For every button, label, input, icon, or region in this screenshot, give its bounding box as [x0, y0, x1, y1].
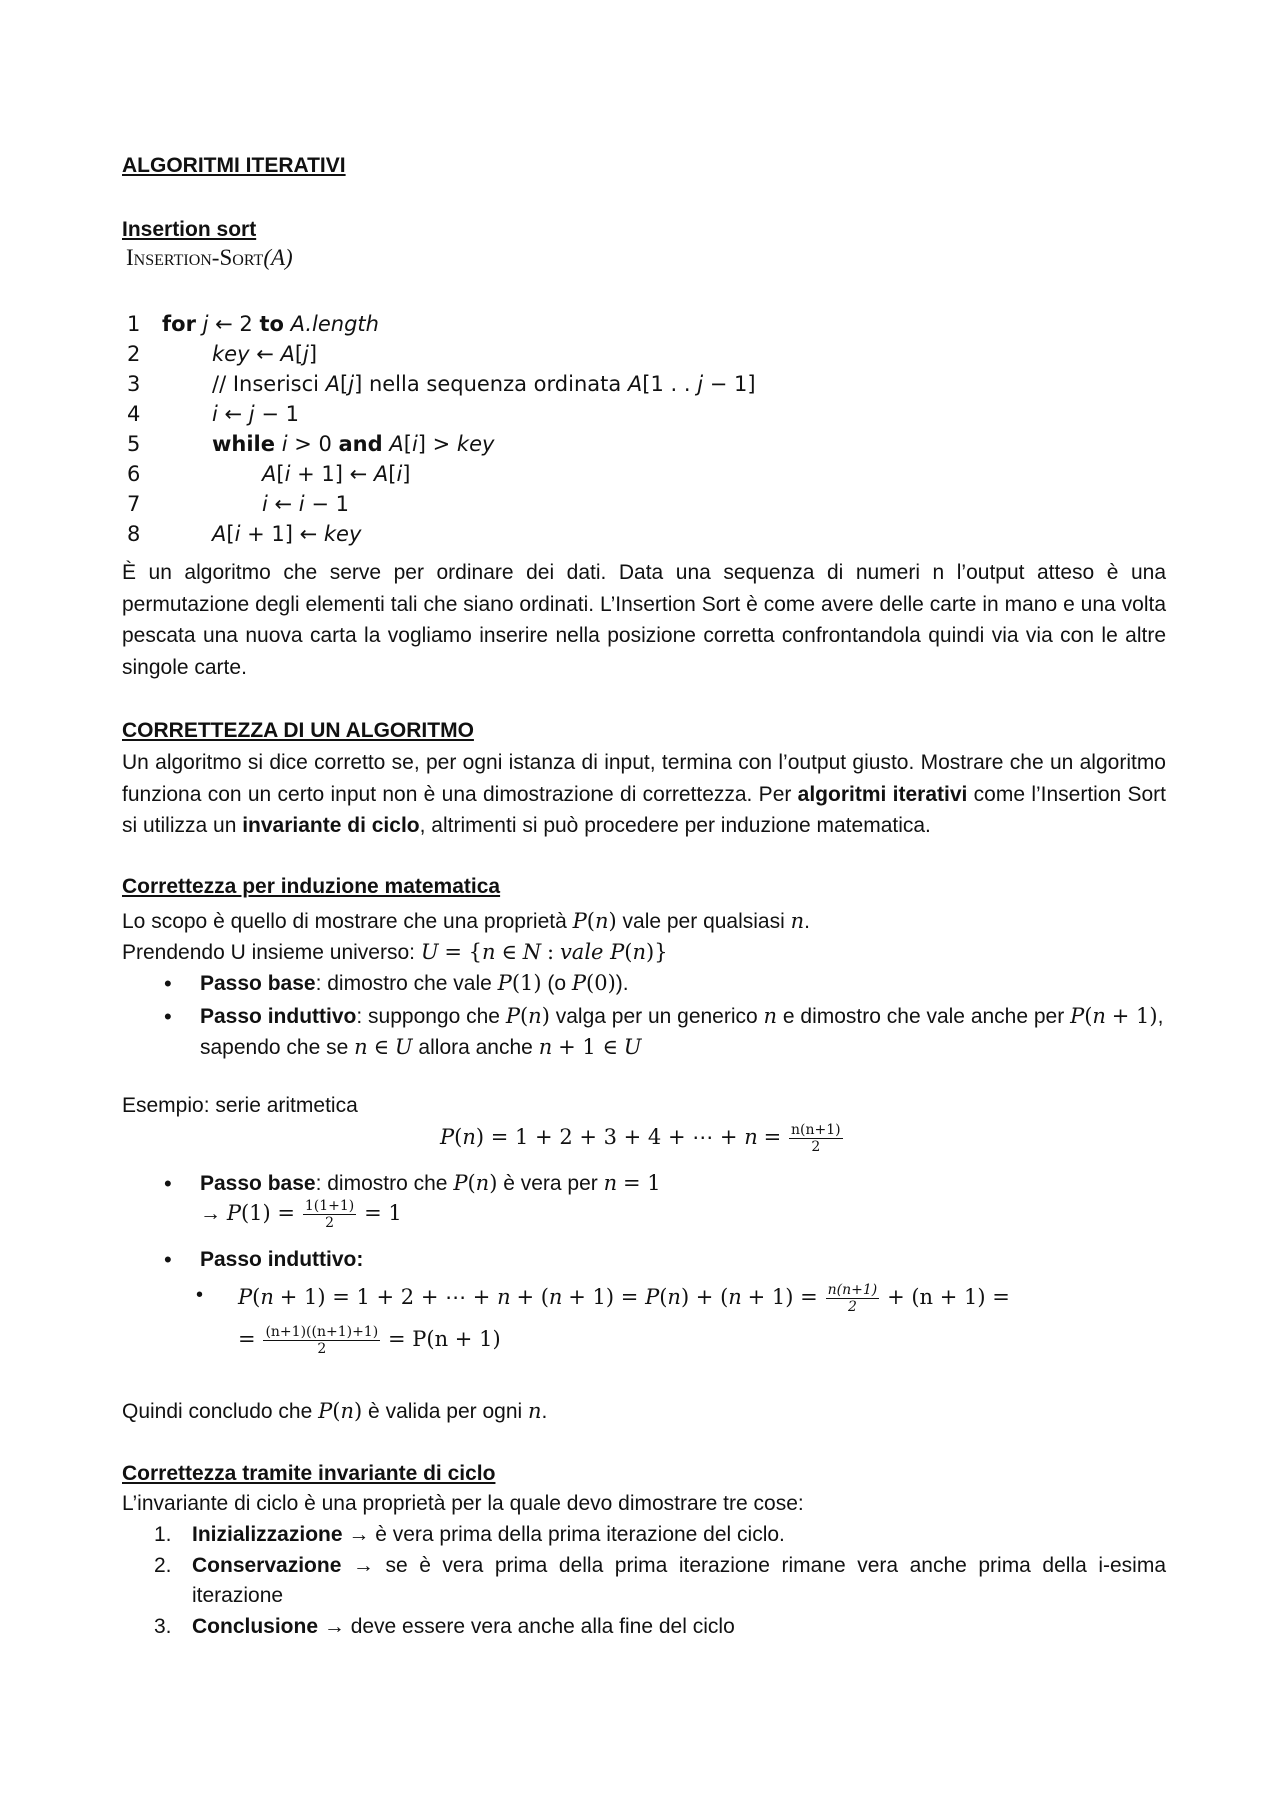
correttezza-heading: CORRETTEZZA DI UN ALGORITMO [122, 719, 474, 742]
invariante-list [122, 1520, 1166, 1642]
procedure-arg: (A) [263, 245, 293, 270]
code-line: 3 // Inserisci A[j] nella sequenza ordinata A[1 . . j − 1] [127, 372, 756, 396]
esempio-passo-base: • Passo base: dimostro che P(n) è vera per n = 1 [122, 1168, 1166, 1199]
conclusione-induzione: Quindi concludo che P(n) è valida per ogni n. [122, 1399, 548, 1423]
insertion-description: È un algoritmo che serve per ordinare dei dati. Data una sequenza di numeri n l’output atteso è una permutazione degli elementi tali che siano ordinati. L’Insertion Sort è come avere delle carte in mano e una volta pescata una nuova carta la vogliamo inserire nella posizione corretta confrontandola quindi via via con le altre singole carte. [122, 561, 1166, 679]
code-line: 1 for j ← 2 to A.length [127, 312, 379, 336]
esempio-base-formula: → P(1) = $\frac{1(1+1)}{2}$ = 1 [200, 1198, 402, 1231]
code-line: 8 A[i + 1] ← key [127, 522, 362, 546]
code-line: 7 i ← i − 1 [127, 492, 349, 516]
pseudocode-block [122, 312, 1022, 552]
esempio-label: Esempio: serie aritmetica [122, 1094, 358, 1117]
page-title: ALGORITMI ITERATIVI [122, 154, 346, 177]
induzione-steps [122, 968, 1166, 1063]
insertion-heading: Insertion sort [122, 218, 257, 241]
invariante-intro: L’invariante di ciclo è una proprietà per la quale devo dimostrare tre cose: [122, 1492, 804, 1515]
esempio-steps-2 [122, 1244, 1166, 1275]
passo-base: • Passo base: dimostro che vale P(1) (o P(0)). [122, 968, 1166, 999]
invariante-heading: Correttezza tramite invariante di ciclo [122, 1462, 496, 1485]
serie-formula: P(n) = 1 + 2 + 3 + 4 + ⋯ + n = $\frac{n(n+1)}{2}$ [440, 1122, 841, 1155]
code-line: 2 key ← A[j] [127, 342, 318, 366]
code-line: 5 while i > 0 and A[i] > key [127, 432, 495, 456]
invariante-item: 2. Conservazione → se è vera prima della prima iterazione rimane vera anche prima della i-esima iterazione [154, 1554, 1166, 1607]
procedure-name: Insertion-Sort [126, 245, 264, 270]
code-line: 6 A[i + 1] ← A[i] [127, 462, 411, 486]
invariante-item: 1. Inizializzazione → è vera prima della prima iterazione del ciclo. [154, 1523, 785, 1546]
induzione-line-2: Prendendo U insieme universo: U = {n ∈ N : vale P(n)} [122, 940, 668, 964]
esempio-induttivo-formula-2: = $\frac{(n+1)((n+1)+1)}{2}$ = P(n + 1) [238, 1324, 501, 1357]
induzione-heading: Correttezza per induzione matematica [122, 875, 501, 898]
esempio-steps [122, 1168, 1166, 1199]
passo-induttivo: • Passo induttivo: suppongo che P(n) valga per un generico n e dimostro che vale anche per P(n + 1), sapendo che se n ∈ U allora anche n + 1 ∈ U [122, 1001, 1166, 1063]
invariante-item: 3. Conclusione → deve essere vera anche alla fine del ciclo [154, 1615, 735, 1638]
correttezza-paragraph: Un algoritmo si dice corretto se, per ogni istanza di input, termina con l’output giusto. Mostrare che un algoritmo funziona con un certo input non è una dimostrazione di correttezza. Per algoritmi iterativi come l’Insertion Sort si utilizza un invariante di ciclo, altrimenti si può procedere per induzione matematica. [122, 751, 1167, 837]
code-line: 4 i ← j − 1 [127, 402, 299, 426]
induzione-line-1: Lo scopo è quello di mostrare che una proprietà P(n) vale per qualsiasi n. [122, 909, 810, 933]
esempio-passo-induttivo: • Passo induttivo: [122, 1244, 1166, 1275]
esempio-induttivo-formula-1: • P(n + 1) = 1 + 2 + ⋯ + n + (n + 1) = P(n) + (n + 1) = $\frac{n(n+1)}{2}$ + (n + 1) = [196, 1282, 1010, 1315]
procedure-signature [126, 245, 293, 271]
